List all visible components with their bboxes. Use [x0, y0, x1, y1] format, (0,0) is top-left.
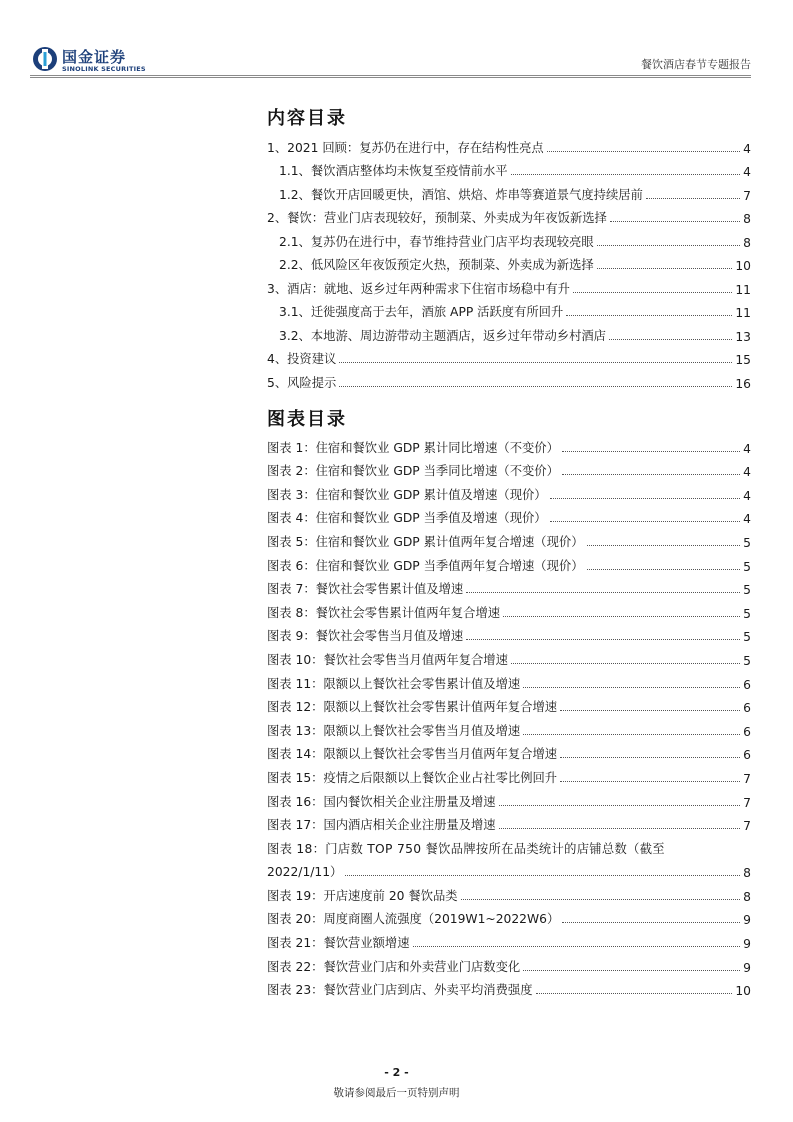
dot-leader	[499, 828, 741, 829]
header-divider	[30, 75, 751, 76]
dot-leader	[597, 245, 740, 246]
figure-entry-label: 图表 14：限额以上餐饮社会零售当月值两年复合增速	[267, 747, 558, 762]
dot-leader	[511, 174, 741, 175]
dot-leader	[523, 687, 740, 688]
dot-leader	[499, 805, 741, 806]
dot-leader	[560, 710, 740, 711]
figure-entry-label: 图表 5：住宿和餐饮业 GDP 累计值两年复合增速（现价）	[267, 534, 584, 549]
figure-entry[interactable]	[267, 456, 751, 480]
toc-entry-label: 5、风险提示	[267, 375, 337, 390]
figure-entry-label: 图表 13：限额以上餐饮社会零售当月值及增速	[267, 723, 521, 738]
table-of-contents	[267, 132, 751, 391]
figure-entry-label: 图表 12：限额以上餐饮社会零售累计值两年复合增速	[267, 700, 558, 715]
figure-entry[interactable]	[267, 621, 751, 645]
dot-leader	[503, 616, 740, 617]
figure-entry-page: 4	[743, 441, 751, 456]
figure-entry-label: 图表 21：餐饮营业额增速	[267, 936, 410, 951]
toc-entry-page: 8	[743, 212, 751, 226]
figure-entry[interactable]	[267, 786, 751, 810]
figure-entry[interactable]	[267, 762, 751, 786]
figure-entry-label: 图表 11：限额以上餐饮社会零售累计值及增速	[267, 676, 521, 691]
toc-entry[interactable]	[267, 226, 751, 250]
toc-entry-label: 3.1、迁徙强度高于去年，酒旅 APP 活跃度有所回升	[279, 305, 564, 319]
dot-leader	[523, 734, 740, 735]
figure-entry-18-cont[interactable]	[267, 857, 751, 881]
dot-leader	[547, 151, 741, 152]
figure-entry-label: 图表 2：住宿和餐饮业 GDP 当季同比增速（不变价）	[267, 464, 559, 479]
figure-entry-label: 图表 17：国内酒店相关企业注册量及增速	[267, 818, 496, 833]
figure-entry-label: 图表 15：疫情之后限额以上餐饮企业占社零比例回升	[267, 770, 558, 785]
dot-leader	[560, 781, 740, 782]
dot-leader	[610, 221, 740, 222]
figure-entry-18[interactable]	[267, 833, 751, 857]
toc-entry-label: 4、投资建议	[267, 352, 337, 366]
figure-entry-label: 图表 8：餐饮社会零售累计值两年复合增速	[267, 605, 501, 620]
toc-entry[interactable]	[267, 132, 751, 156]
toc-entry-label: 2、餐饮：营业门店表现较好，预制菜、外卖成为年夜饭新选择	[267, 211, 607, 225]
figure-entry[interactable]	[267, 951, 751, 975]
figure-entry[interactable]	[267, 597, 751, 621]
figure-entry[interactable]	[267, 692, 751, 716]
figure-entry-page: 7	[743, 795, 751, 810]
dot-leader	[587, 569, 741, 570]
figure-entry-page: 5	[743, 559, 751, 574]
toc-entry[interactable]	[267, 273, 751, 297]
dot-leader	[511, 663, 740, 664]
figure-entry[interactable]	[267, 715, 751, 739]
figures-heading: 图表目录	[267, 409, 347, 430]
figure-entry-page: 6	[743, 748, 751, 763]
dot-leader	[345, 875, 740, 876]
figure-entry-page: 4	[743, 512, 751, 527]
dot-leader	[550, 498, 741, 499]
toc-entry[interactable]	[267, 367, 751, 391]
toc-entry-page: 7	[743, 188, 751, 203]
figure-entry-label: 图表 16：国内餐饮相关企业注册量及增速	[267, 794, 496, 809]
disclaimer-note: 敬请参阅最后一页特别声明	[333, 1087, 460, 1099]
figure-entry[interactable]	[267, 526, 751, 550]
figure-entry[interactable]	[267, 432, 751, 456]
dot-leader	[562, 922, 740, 923]
figure-entry-page: 10	[735, 984, 751, 999]
figure-entry[interactable]	[267, 739, 751, 763]
dot-leader	[562, 474, 740, 475]
figure-entry-page: 9	[743, 960, 751, 975]
toc-entry-label: 1.1、餐饮酒店整体均未恢复至疫情前水平	[279, 164, 508, 178]
toc-entry-label: 3、酒店：就地、返乡过年两种需求下住宿市场稳中有升	[267, 281, 570, 296]
figure-entry-page: 9	[743, 913, 751, 928]
figure-entry-label: 图表 6：住宿和餐饮业 GDP 当季值两年复合增速（现价）	[267, 558, 584, 573]
dot-leader	[609, 339, 732, 340]
figure-entry-page: 5	[743, 630, 751, 645]
figure-entry[interactable]	[267, 479, 751, 503]
figure-entry[interactable]	[267, 503, 751, 527]
figure-entry-label: 图表 22：餐饮营业门店和外卖营业门店数变化	[267, 959, 521, 974]
toc-entry-label: 1、2021 回顾：复苏仍在进行中，存在结构性亮点	[267, 140, 544, 155]
figure-entry-18-line1: 图表 18：门店数 TOP 750 餐饮品牌按所在品类统计的店铺总数（截至	[267, 841, 665, 856]
list-of-figures	[267, 432, 751, 998]
dot-leader	[466, 592, 740, 593]
figure-entry[interactable]	[267, 810, 751, 834]
dot-leader	[550, 521, 741, 522]
figure-entry-page: 6	[743, 701, 751, 716]
figure-entry[interactable]	[267, 927, 751, 951]
dot-leader	[597, 268, 733, 269]
logo-chinese-name: 国金证券	[62, 48, 127, 66]
figure-entry-label: 图表 7：餐饮社会零售累计值及增速	[267, 582, 464, 597]
figure-entry[interactable]	[267, 644, 751, 668]
dot-leader	[339, 362, 732, 363]
toc-entry-label: 2.1、复苏仍在进行中，春节维持营业门店平均表现较亮眼	[279, 234, 594, 249]
dot-leader	[573, 292, 732, 293]
toc-entry-label: 1.2、餐饮开店回暖更快，酒馆、烘焙、炸串等赛道景气度持续居前	[279, 187, 643, 202]
figure-entry[interactable]	[267, 904, 751, 928]
figure-entry-page: 6	[743, 724, 751, 739]
figure-entry-label: 图表 1：住宿和餐饮业 GDP 累计同比增速（不变价）	[267, 440, 559, 455]
figure-entry[interactable]	[267, 668, 751, 692]
figure-entry-page: 7	[743, 819, 751, 834]
toc-entry-page: 4	[743, 141, 751, 156]
dot-leader	[560, 757, 740, 758]
toc-entry[interactable]	[267, 179, 751, 203]
dot-leader	[461, 899, 741, 900]
figure-entry-page: 5	[743, 583, 751, 598]
toc-entry-page: 11	[735, 282, 751, 297]
logo-english-name: SINOLINK SECURITIES	[62, 65, 146, 73]
toc-entry-page: 13	[735, 329, 751, 344]
dot-leader	[562, 451, 740, 452]
toc-entry-label: 3.2、本地游、周边游带动主题酒店，返乡过年带动乡村酒店	[279, 328, 606, 343]
figure-entry[interactable]	[267, 880, 751, 904]
figure-entry-page: 5	[743, 535, 751, 550]
toc-entry-page: 16	[735, 376, 751, 391]
toc-entry-page: 15	[735, 353, 751, 367]
report-title: 餐饮酒店春节专题报告	[641, 58, 751, 71]
toc-entry[interactable]	[267, 297, 751, 321]
toc-entry-page: 11	[735, 306, 751, 320]
figure-entry-label: 图表 10：餐饮社会零售当月值两年复合增速	[267, 652, 508, 667]
figure-entry-label: 图表 19：开店速度前 20 餐饮品类	[267, 888, 458, 903]
dot-leader	[566, 315, 732, 316]
toc-entry-label: 2.2、低风险区年夜饭预定火热，预制菜、外卖成为新选择	[279, 258, 594, 272]
figure-entry-page: 8	[743, 889, 751, 904]
toc-entry[interactable]	[267, 320, 751, 344]
figure-entry[interactable]	[267, 574, 751, 598]
figure-entry-18-cont-label: 2022/1/11）	[267, 865, 343, 880]
toc-heading: 内容目录	[267, 108, 347, 129]
toc-entry-page: 10	[735, 259, 751, 273]
figure-entry-label: 图表 4：住宿和餐饮业 GDP 当季值及增速（现价）	[267, 511, 547, 526]
page-number: - 2 -	[384, 1066, 409, 1079]
toc-entry[interactable]	[267, 203, 751, 227]
toc-entry-page: 4	[743, 165, 751, 179]
toc-entry[interactable]	[267, 156, 751, 180]
toc-entry-page: 8	[743, 235, 751, 250]
figure-entry-page: 6	[743, 677, 751, 692]
dot-leader	[413, 946, 741, 947]
figure-entry-18-cont-page: 8	[743, 866, 751, 881]
figure-entry[interactable]	[267, 550, 751, 574]
dot-leader	[587, 545, 741, 546]
dot-leader	[536, 993, 733, 994]
figure-entry-page: 9	[743, 937, 751, 952]
page-header	[0, 0, 793, 78]
toc-entry[interactable]	[267, 250, 751, 274]
figure-entry-page: 4	[743, 465, 751, 480]
dot-leader	[466, 639, 740, 640]
dot-leader	[646, 198, 740, 199]
figure-entry[interactable]	[267, 975, 751, 999]
figure-entry-label: 图表 20：周度商圈人流强度（2019W1~2022W6）	[267, 912, 560, 927]
figure-entry-page: 7	[743, 771, 751, 786]
figure-entry-page: 4	[743, 488, 751, 503]
figure-entry-page: 5	[743, 653, 751, 668]
dot-leader	[339, 386, 732, 387]
figure-entry-page: 5	[743, 606, 751, 621]
dot-leader	[523, 970, 740, 971]
figure-entry-label: 图表 3：住宿和餐饮业 GDP 累计值及增速（现价）	[267, 487, 547, 502]
company-logo	[32, 46, 162, 74]
toc-entry[interactable]	[267, 344, 751, 368]
figure-entry-label: 图表 23：餐饮营业门店到店、外卖平均消费强度	[267, 983, 533, 998]
figure-entry-label: 图表 9：餐饮社会零售当月值及增速	[267, 629, 464, 644]
sinolink-logo-icon	[32, 46, 58, 72]
header-divider-secondary	[30, 77, 751, 78]
